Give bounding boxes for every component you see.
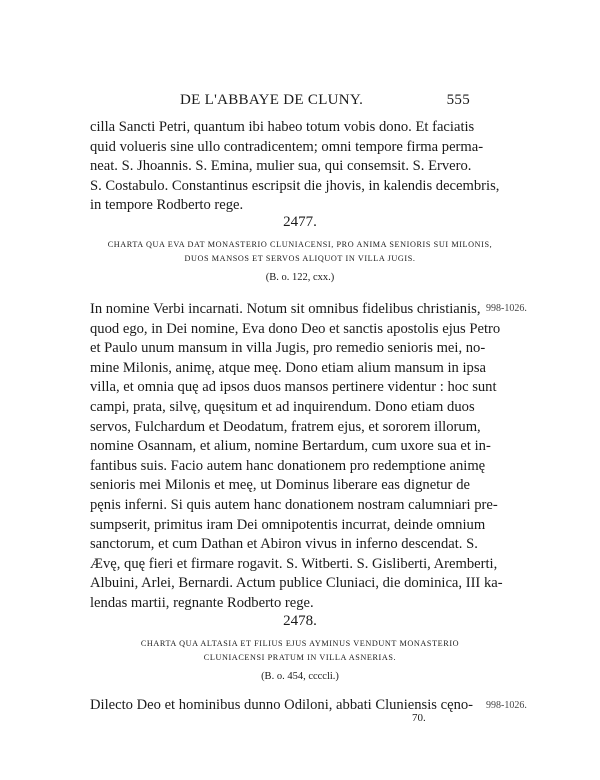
text-line: quid volueris sine ullo contradicentem; omni tempore firma perma-	[90, 138, 484, 155]
page-number: 555	[446, 92, 470, 108]
text-line: nomine Osannam, et alium, nomine Bertardum, cum uxore sua et in-	[90, 438, 491, 455]
text-line: servos, Fulchardum et Deodatum, fratrem ejus, et sororem illorum,	[90, 418, 481, 435]
charter-caption	[80, 637, 520, 665]
text-line: S. Costabulo. Constantinus escripsit die jhovis, in kalendis decembris,	[90, 177, 500, 194]
text-line: campi, prata, silvę, quęsitum et ad inquirendum. Dono etiam duos	[90, 398, 475, 415]
text-line: mine Milonis, animę, atque meę. Dono etiam alium mansum in ipsa	[90, 359, 486, 376]
text-line: cilla Sancti Petri, quantum ibi habeo totum vobis dono. Et faciatis	[90, 119, 475, 135]
charter-reference: (B. o. 122, cxx.)	[265, 272, 335, 283]
header-title: DE L'ABBAYE DE CLUNY.	[180, 92, 364, 108]
text-line: sumpserit, primitus iram Dei omnipotentis incurrat, deinde omnium	[90, 516, 486, 533]
text-line: quod ego, in Dei nomine, Eva dono Deo et sanctis apostolis ejus Petro	[90, 320, 501, 337]
text-line: In nomine Verbi incarnati. Notum sit omnibus fidelibus christianis,	[90, 301, 481, 317]
text-line: lendas martii, regnante Rodberto rege.	[90, 594, 314, 611]
intro-paragraph	[90, 118, 500, 216]
margin-date: 998-1026.	[486, 700, 527, 711]
charter-number: 2477.	[283, 214, 317, 230]
text-line: fantibus suis. Facio autem hanc donationem pro redemptione animę	[90, 457, 486, 474]
text-line: et Paulo unum mansum in villa Jugis, pro remedio senioris mei, no-	[90, 340, 486, 357]
text-line: sanctorum, et cum Dathan et Abiron vivus in inferno descendat. S.	[90, 536, 478, 553]
charter-reference: (B. o. 454, ccccli.)	[261, 671, 339, 682]
text-line: Ævę, quę fieri et firmare rogavit. S. Witberti. S. Gisliberti, Aremberti,	[90, 555, 498, 572]
text-line: Albuini, Arlei, Bernardi. Actum publice Cluniaci, die dominica, III ka-	[90, 575, 503, 592]
caption-line: CHARTA QUA ALTASIA ET FILIUS EJUS AYMINUS VENDUNT MONASTERIO	[140, 639, 460, 648]
text-line: villa, et omnia quę ad ipsos duos mansos pertinere videntur : hoc sunt	[90, 379, 497, 396]
text-line: senioris mei Milonis et meę, ut Dominus liberare eas dignetur de	[90, 477, 470, 494]
text-line: Dilecto Deo et hominibus dunno Odiloni, abbati Cluniensis cęno-	[90, 697, 474, 713]
caption-line: CHARTA QUA EVA DAT MONASTERIO CLUNIACENSI, PRO ANIMA SENIORIS SUI MILONIS,	[107, 240, 493, 249]
signature-mark: 70.	[412, 712, 426, 724]
margin-date: 998-1026.	[486, 303, 527, 314]
text-line: in tempore Rodberto rege.	[90, 197, 244, 214]
caption-line: CLUNIACENSI PRATUM IN VILLA ASNERIAS.	[203, 653, 397, 662]
charter-caption	[80, 238, 520, 266]
caption-line: DUOS MANSOS ET SERVOS ALIQUOT IN VILLA JUGIS.	[184, 254, 416, 263]
charter-text	[90, 300, 503, 614]
text-line: pęnis inferni. Si quis autem hanc donationem nostram calumniari pre-	[90, 496, 498, 513]
charter-number: 2478.	[283, 613, 317, 629]
text-line: neat. S. Jhoannis. S. Emina, mulier sua, qui consemsit. S. Ervero.	[90, 158, 472, 175]
